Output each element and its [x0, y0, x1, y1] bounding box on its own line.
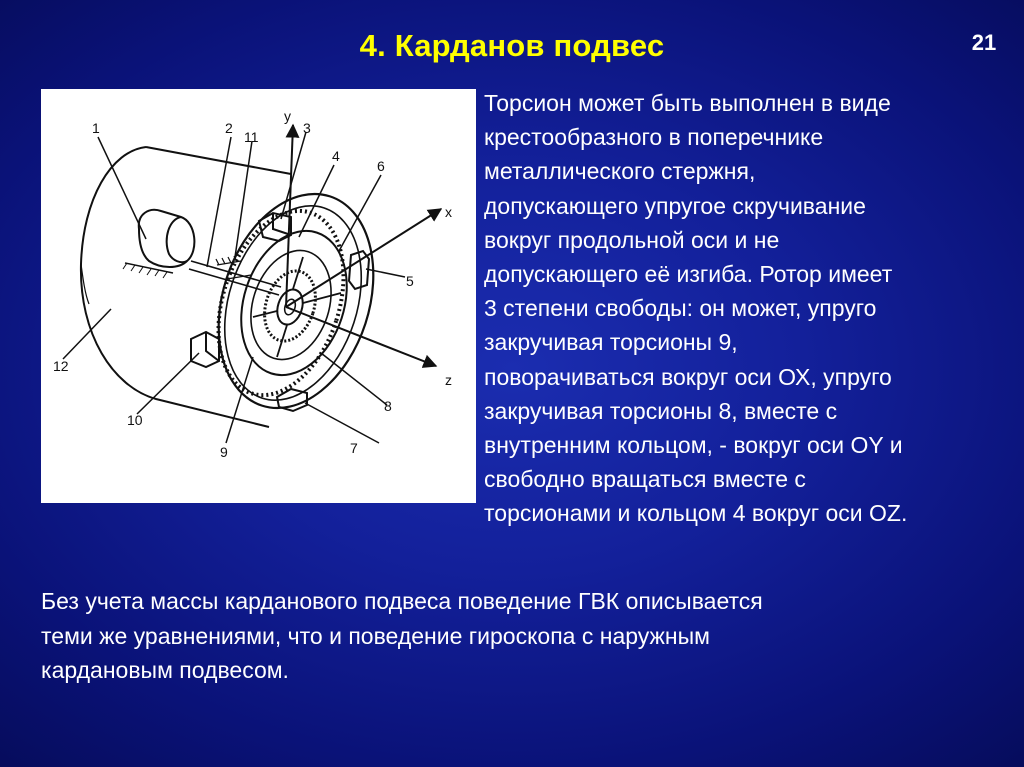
description-paragraph [484, 86, 1014, 531]
text-line: вокруг продольной оси и не [484, 226, 780, 253]
text-line: металлического стержня, [484, 158, 756, 185]
callout-6: 6 [377, 158, 385, 174]
text-line: Торсион может быть выполнен в виде [484, 90, 891, 116]
text-line: кардановым подвесом. [41, 657, 289, 684]
axis-y-label: y [284, 108, 291, 124]
callout-10: 10 [127, 412, 143, 428]
text-line: допускающего её изгиба. Ротор имеет [484, 261, 893, 288]
text-line: свободно вращаться вместе с [484, 466, 806, 493]
callout-11: 11 [244, 129, 259, 145]
text-line: крестообразного в поперечнике [484, 124, 824, 151]
text-line: закручивая торсионы 8, вместе с [484, 397, 838, 424]
callout-8: 8 [384, 398, 392, 414]
text-line: допускающего упругое скручивание [484, 192, 866, 219]
slide-number: 21 [971, 30, 997, 55]
text-line: поворачиваться вокруг оси ОХ, упруго [484, 363, 892, 390]
callout-12: 12 [53, 358, 69, 374]
axis-x-label: x [445, 204, 452, 220]
gimbal-diagram [41, 89, 476, 503]
axis-z-label: z [445, 372, 452, 388]
slide-title: 4. Карданов подвес [359, 28, 665, 63]
callout-9: 9 [220, 444, 228, 460]
text-line: Без учета массы карданового подвеса поведение ГВК описывается [41, 588, 763, 614]
housing-12 [81, 147, 291, 427]
callout-2: 2 [225, 120, 233, 136]
callout-7: 7 [350, 440, 358, 456]
callout-4: 4 [332, 148, 340, 164]
text-line: внутренним кольцом, - вокруг оси ОY и [484, 432, 903, 459]
callout-3: 3 [303, 120, 311, 136]
text-line: закручивая торсионы 9, [484, 329, 738, 356]
summary-paragraph [41, 584, 1001, 688]
bracket-10 [191, 332, 219, 367]
text-line: 3 степени свободы: он может, упруго [484, 295, 877, 322]
callout-5: 5 [406, 273, 414, 289]
text-line: теми же уравнениями, что и поведение гироскопа с наружным [41, 622, 710, 649]
gimbal-drawing [41, 89, 476, 503]
motor-1 [123, 210, 194, 278]
text-line: торсионами и кольцом 4 вокруг оси OZ. [484, 500, 908, 527]
callout-1: 1 [92, 120, 100, 136]
